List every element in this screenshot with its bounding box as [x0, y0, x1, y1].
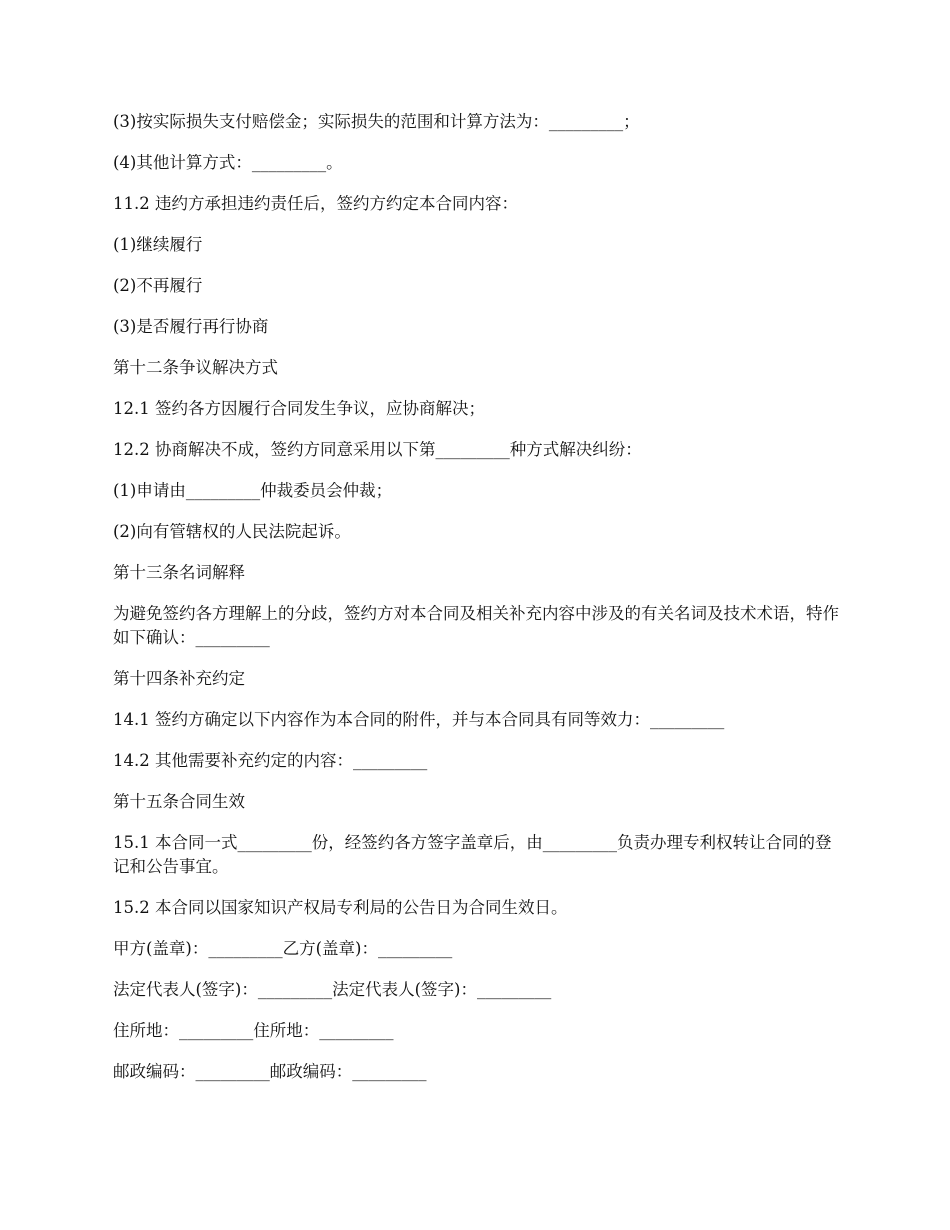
clause-14-2: 14.2 其他需要补充约定的内容：_________	[113, 751, 428, 770]
postal-code-line: 邮政编码：_________邮政编码：_________	[113, 1062, 427, 1081]
clause-11-2: 11.2 违约方承担违约责任后，签约方约定本合同内容：	[113, 194, 518, 213]
clause-11-2-item-2: (2)不再履行	[113, 276, 203, 295]
signature-representative-line: 法定代表人(签字)：_________法定代表人(签字)：_________	[113, 980, 552, 999]
clause-14-1: 14.1 签约方确定以下内容作为本合同的附件，并与本合同具有同等效力：_________	[113, 710, 725, 729]
clause-12-2: 12.2 协商解决不成，签约方同意采用以下第_________种方式解决纠纷：	[113, 440, 642, 459]
clause-11-1-item-4: (4)其他计算方式：_________。	[113, 153, 343, 172]
signature-seal-line: 甲方(盖章)：_________乙方(盖章)：_________	[113, 939, 453, 958]
clause-11-2-item-3: (3)是否履行再行协商	[113, 317, 269, 336]
clause-15-1: 15.1 本合同一式_________份，经签约各方签字盖章后，由_________负责办理专利权转让合同的登记和公告事宜。	[113, 833, 832, 876]
clause-12-2-item-1: (1)申请由_________仲裁委员会仲裁；	[113, 481, 393, 500]
clause-11-1-item-3: (3)按实际损失支付赔偿金；实际损失的范围和计算方法为：_________；	[113, 112, 640, 131]
clause-11-2-item-1: (1)继续履行	[113, 235, 203, 254]
article-15-heading: 第十五条合同生效	[113, 792, 245, 811]
clause-12-2-item-2: (2)向有管辖权的人民法院起诉。	[113, 522, 351, 541]
article-13-body: 为避免签约各方理解上的分歧，签约方对本合同及相关补充内容中涉及的有关名词及技术术语，特作如下确认：_________	[113, 604, 839, 647]
address-line: 住所地：_________住所地：_________	[113, 1021, 394, 1040]
article-12-heading: 第十二条争议解决方式	[113, 358, 278, 377]
article-14-heading: 第十四条补充约定	[113, 669, 245, 688]
clause-12-1: 12.1 签约各方因履行合同发生争议，应协商解决；	[113, 399, 485, 418]
document-body	[113, 110, 843, 1084]
clause-15-2: 15.2 本合同以国家知识产权局专利局的公告日为合同生效日。	[113, 898, 568, 917]
article-13-heading: 第十三条名词解释	[113, 563, 245, 582]
